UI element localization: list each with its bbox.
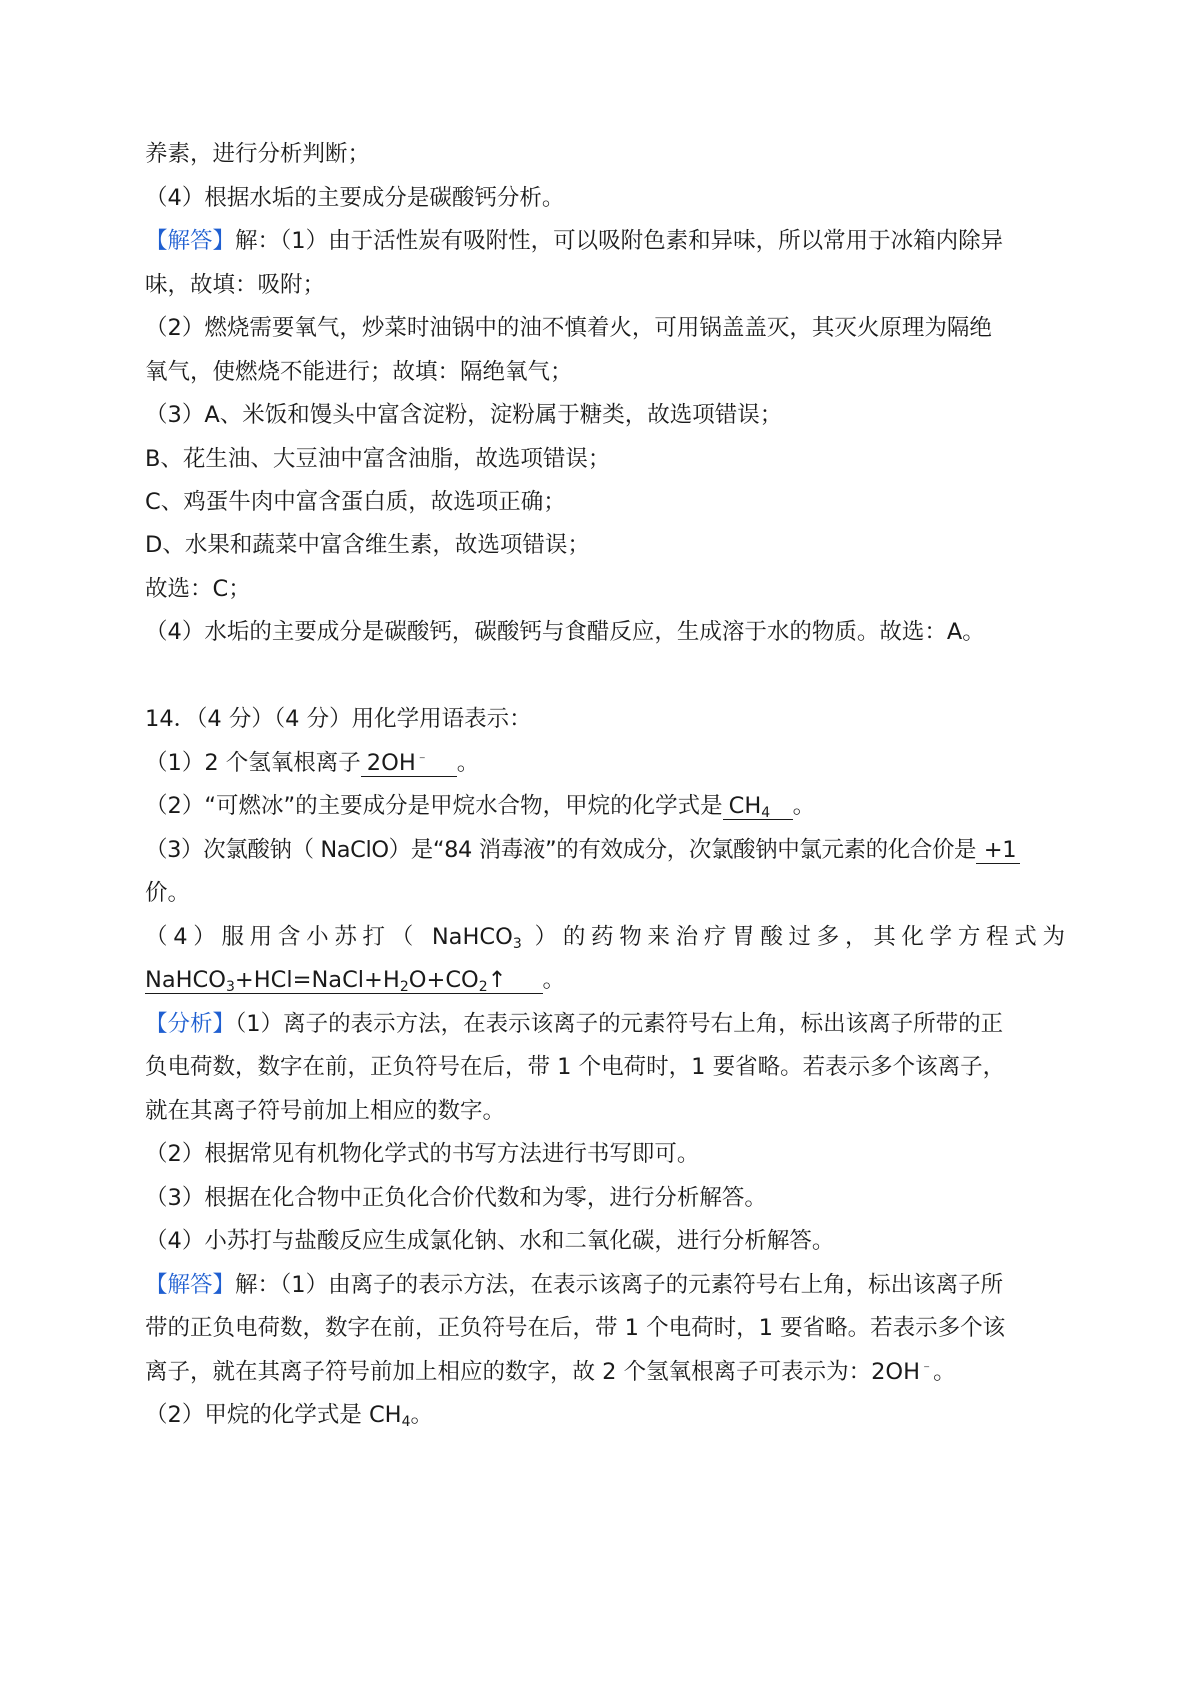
text-line bbox=[145, 357, 1065, 387]
subscript: 4 bbox=[401, 1414, 411, 1430]
text: 。 bbox=[410, 1402, 434, 1428]
text-line bbox=[145, 574, 1065, 604]
text: 就在其离子符号前加上相应的数字。 bbox=[145, 1098, 506, 1124]
text: ）的药物来治疗胃酸过多，其化学方程式为 bbox=[534, 924, 1065, 950]
equation-line bbox=[145, 965, 1065, 995]
answer-blank bbox=[361, 750, 457, 777]
text-line bbox=[145, 617, 1065, 647]
text: （1）离子的表示方法，在表示该离子的元素符号右上角，标出该离子所带的正 bbox=[235, 1011, 1004, 1037]
subscript: 2 bbox=[399, 979, 409, 995]
subscript: 3 bbox=[225, 979, 235, 995]
answer-text: +1 bbox=[983, 837, 1017, 863]
text-line bbox=[145, 1226, 1065, 1256]
formula: NaHCO bbox=[145, 967, 226, 993]
formula: +HCl=NaCl+H bbox=[234, 967, 400, 993]
analysis-line bbox=[145, 1009, 1065, 1039]
text: 。 bbox=[792, 793, 816, 819]
text: 。 bbox=[542, 967, 566, 993]
text: B、花生油、大豆油中富含油脂，故选项错误； bbox=[145, 446, 611, 472]
question-item-1 bbox=[145, 748, 1065, 778]
text: 味，故填：吸附； bbox=[145, 272, 326, 298]
text: （3）A、米饭和馒头中富含淀粉，淀粉属于糖类，故选项错误； bbox=[145, 402, 783, 428]
text-line bbox=[145, 1357, 1065, 1387]
text: （2）“可燃冰”的主要成分是甲烷水合物，甲烷的化学式是 bbox=[145, 793, 723, 819]
answer-text: 2OH bbox=[366, 750, 416, 776]
text: 价。 bbox=[145, 880, 191, 906]
superscript: ﹣ bbox=[920, 1359, 934, 1374]
text-line bbox=[145, 487, 1065, 517]
text-line bbox=[145, 183, 1065, 213]
text: 解：（1）由于活性炭有吸附性，可以吸附色素和异味，所以常用于冰箱内除异 bbox=[235, 228, 1004, 254]
text: 故选：C； bbox=[145, 576, 251, 602]
text: 负电荷数，数字在前，正负符号在后，带 1 个电荷时，1 要省略。若表示多个该离子， bbox=[145, 1054, 1006, 1080]
question-item-4 bbox=[145, 922, 1065, 952]
text: 带的正负电荷数，数字在前，正负符号在后，带 1 个电荷时，1 要省略。若表示多个该 bbox=[145, 1315, 1006, 1341]
text-line bbox=[145, 1400, 1065, 1430]
text: （3）根据在化合物中正负化合价代数和为零，进行分析解答。 bbox=[145, 1185, 767, 1211]
text: （4）水垢的主要成分是碳酸钙，碳酸钙与食醋反应，生成溶于水的物质。故选：A。 bbox=[145, 619, 985, 645]
text: （1）2 个氢氧根离子 bbox=[145, 750, 361, 776]
text: 。 bbox=[456, 750, 480, 776]
text: 离子，就在其离子符号前加上相应的数字，故 2 个氢氧根离子可表示为：2OH bbox=[145, 1359, 921, 1385]
question-title bbox=[145, 704, 1065, 734]
text-line bbox=[145, 444, 1065, 474]
text: （4）小苏打与盐酸反应生成氯化钠、水和二氧化碳，进行分析解答。 bbox=[145, 1228, 835, 1254]
subscript: 4 bbox=[761, 805, 771, 821]
answer-blank bbox=[976, 837, 1020, 864]
text-line bbox=[145, 1096, 1065, 1126]
analysis-tag: 【分析】 bbox=[145, 1011, 236, 1037]
text: （3）次氯酸钠（ NaClO）是“84 消毒液”的有效成分，次氯酸钠中氯元素的化合价是 bbox=[145, 837, 977, 863]
text-line bbox=[145, 1139, 1065, 1169]
answer-tag: 【解答】 bbox=[145, 1272, 236, 1298]
answer-line bbox=[145, 226, 1065, 256]
arrow-up-symbol: ↑ bbox=[487, 967, 507, 993]
text: 养素，进行分析判断； bbox=[145, 141, 371, 167]
formula: NaHCO bbox=[431, 924, 513, 950]
text: 解：（1）由离子的表示方法，在表示该离子的元素符号右上角，标出该离子所 bbox=[235, 1272, 1004, 1298]
text: （4）服用含小苏打（ bbox=[145, 924, 419, 950]
text: 氧气，使燃烧不能进行；故填：隔绝氧气； bbox=[145, 359, 573, 385]
text-line bbox=[145, 1313, 1065, 1343]
subscript: 3 bbox=[512, 936, 522, 952]
question-item-3 bbox=[145, 835, 1065, 865]
question-item-2 bbox=[145, 791, 1065, 821]
text-line bbox=[145, 270, 1065, 300]
text: （2）根据常见有机物化学式的书写方法进行书写即可。 bbox=[145, 1141, 700, 1167]
text: （4）根据水垢的主要成分是碳酸钙分析。 bbox=[145, 185, 565, 211]
answer-text: CH bbox=[728, 793, 762, 819]
subscript: 2 bbox=[478, 979, 488, 995]
answer-tag: 【解答】 bbox=[145, 228, 236, 254]
text-line bbox=[145, 1052, 1065, 1082]
text: （2）甲烷的化学式是 CH bbox=[145, 1402, 402, 1428]
text-line bbox=[145, 1183, 1065, 1213]
superscript: ﹣ bbox=[415, 750, 429, 765]
text: C、鸡蛋牛肉中富含蛋白质，故选项正确； bbox=[145, 489, 566, 515]
text-line bbox=[145, 400, 1065, 430]
text-line bbox=[145, 313, 1065, 343]
text: 14．（4 分）（4 分）用化学用语表示： bbox=[145, 706, 532, 732]
text: （2）燃烧需要氧气，炒菜时油锅中的油不慎着火，可用锅盖盖灭，其灭火原理为隔绝 bbox=[145, 315, 992, 341]
answer-line bbox=[145, 1270, 1065, 1300]
equation-answer bbox=[145, 967, 543, 994]
text-line bbox=[145, 878, 1065, 908]
text: D、水果和蔬菜中富含维生素，故选项错误； bbox=[145, 532, 590, 558]
formula: O+CO bbox=[408, 967, 479, 993]
text: 。 bbox=[933, 1359, 956, 1385]
text-line bbox=[145, 139, 1065, 169]
text-line bbox=[145, 530, 1065, 560]
answer-blank bbox=[723, 793, 793, 820]
